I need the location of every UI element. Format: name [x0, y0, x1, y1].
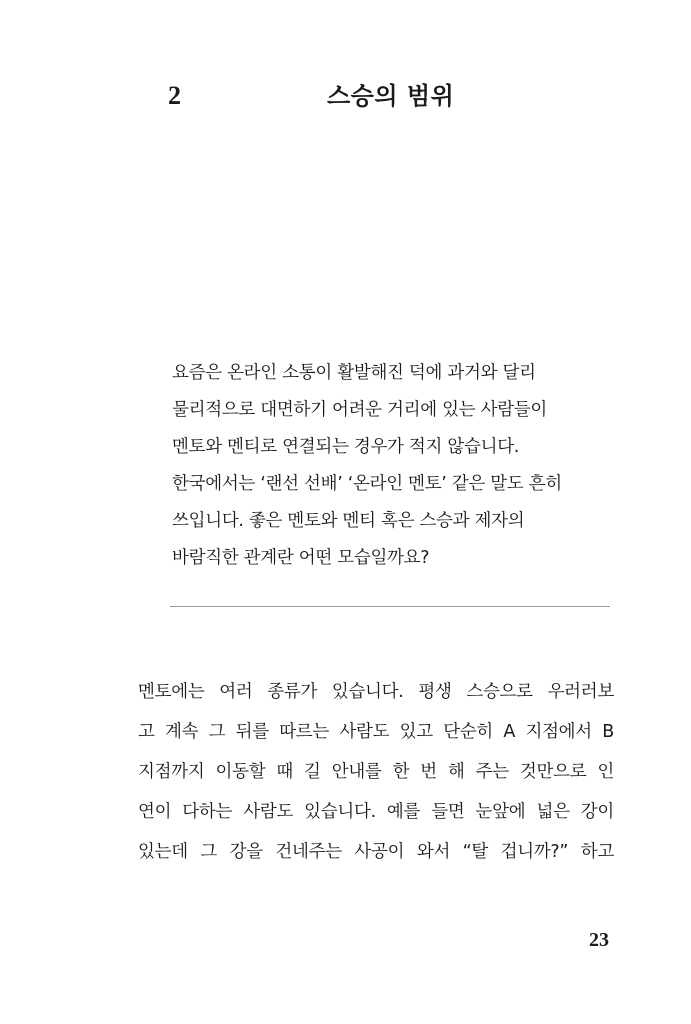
chapter-intro [172, 355, 612, 577]
body-line: 있는데 그 강을 건네주는 사공이 와서 “탈 겁니까?” 하고 [138, 842, 614, 862]
intro-line: 바람직한 관계란 어떤 모습일까요? [172, 548, 430, 568]
intro-line: 멘토와 멘티로 연결되는 경우가 적지 않습니다. [172, 437, 520, 457]
body-line: 지점까지 이동할 때 길 안내를 한 번 해 주는 것만으로 인 [138, 762, 614, 782]
intro-line: 한국에서는 ‘랜선 선배’ ‘온라인 멘토’ 같은 말도 흔히 [172, 474, 562, 494]
page-number: 23 [589, 929, 609, 951]
intro-line: 쓰입니다. 좋은 멘토와 멘티 혹은 스승과 제자의 [172, 511, 525, 531]
body-paragraph [138, 672, 614, 872]
chapter-title: 스승의 범위 [327, 82, 455, 110]
body-line: 멘토에는 여러 종류가 있습니다. 평생 스승으로 우러러보 [138, 682, 614, 702]
body-line: 연이 다하는 사람도 있습니다. 예를 들면 눈앞에 넓은 강이 [138, 802, 614, 822]
intro-line: 요즘은 온라인 소통이 활발해진 덕에 과거와 달리 [172, 363, 536, 383]
section-divider [170, 606, 610, 607]
chapter-number: 2 [168, 81, 181, 110]
body-line: 고 계속 그 뒤를 따르는 사람도 있고 단순히 A 지점에서 B [138, 722, 614, 742]
chapter-header [0, 78, 691, 118]
intro-line: 물리적으로 대면하기 어려운 거리에 있는 사람들이 [172, 400, 548, 420]
